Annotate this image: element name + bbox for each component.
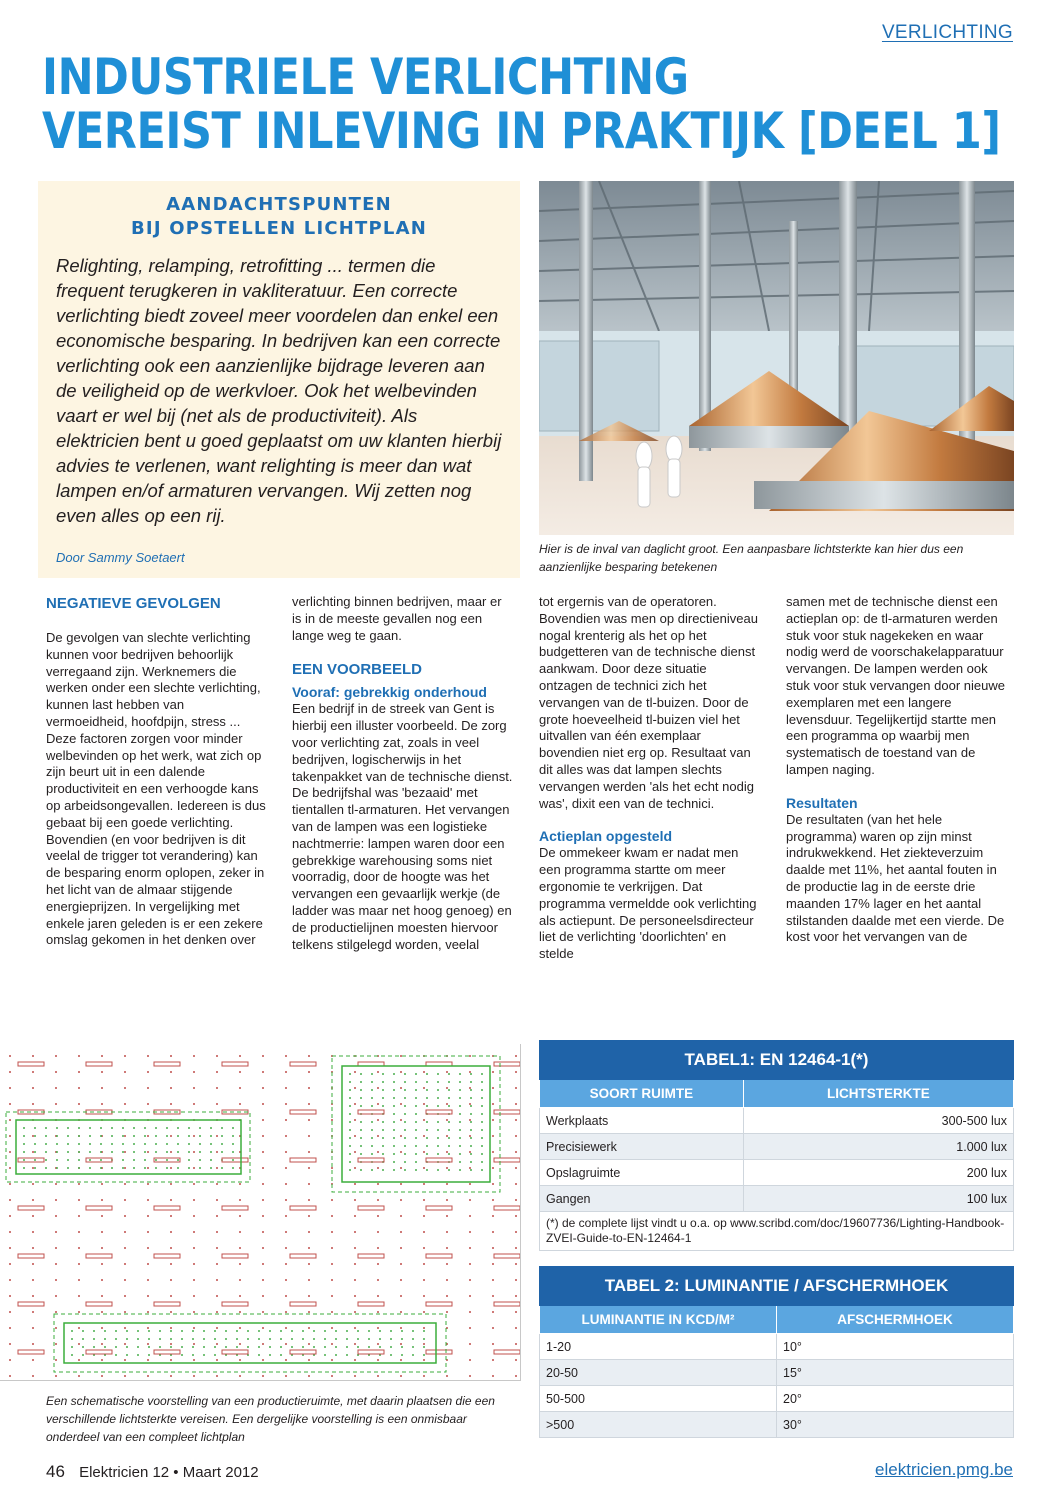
table-row [540,1334,1014,1360]
column-2 [292,594,514,953]
brewery-hall-photo [539,181,1014,535]
table-cell: 20-50 [540,1360,777,1386]
footer-url-link[interactable]: elektricien.pmg.be [875,1460,1013,1479]
table-cell: 300-500 lux [743,1108,1013,1134]
title-line-1: INDUSTRIELE VERLICHTING [42,48,689,106]
table-row [540,1186,1014,1212]
col2-text-top: verlichting binnen bedrijven, maar er is in de meeste gevallen nog een lange weg te gaan. [292,594,502,643]
lighting-plan-diagram [0,1044,521,1381]
footer-issue [46,1462,259,1482]
photo-caption: Hier is de inval van daglicht groot. Een aanpasbare lichtsterkte kan hier dus een aanzienlijke besparing betekenen [539,542,964,574]
table-row [540,1386,1014,1412]
table-cell: Precisiewerk [540,1134,744,1160]
title-line-2: VEREIST INLEVING IN PRAKTIJK [DEEL 1] [42,102,1001,160]
page-number: 46 [46,1462,65,1481]
plan-caption: Een schematische voorstelling van een productieruimte, met daarin plaatsen die een verschillende lichtsterkte vereisen. Een dergelijke voorstelling is een onmisbaar onderdeel van een compleet lichtplan [46,1394,495,1444]
table-row [540,1412,1014,1438]
col4-text-top: samen met de technische dienst een actieplan op: de tl-armaturen werden stuk voor stuk nagekeken en waar nodig werd de voorschakelapparatuur vervangen. De lampen werden ook stuk voor stuk vervangen door nieuwe exemplaren met een langere levensduur. Tegelijkertijd startte men een programma op waarbij men systematisch de toestand van de lampen naging. [786,594,1005,777]
table-cell: 15° [777,1360,1014,1386]
col4-text: De resultaten (van het hele programma) waren op zijn minst indrukwekkend. Het ziekteverzuim daalde met 11%, het aantal fouten in de productie lag in de eerste drie maanden 17% lager en het aantal stilstanden daalde met een vierde. De kost voor het vervangen van de [786,811,1005,945]
heading-een-voorbeeld: EEN VOORBEELD [292,661,423,679]
table-cell: Opslagruimte [540,1160,744,1186]
col2-text: Een bedrijf in de streek van Gent is hierbij een illuster voorbeeld. De zorg voor verlichting zat, zoals in veel bedrijven, logischerwijs in het takenpakket van de technische dienst. De bedrijfshal was 'bezaaid' met tientallen tl-armaturen. Het vervangen van de lampen was een logistieke nachtmerrie: lampen waren door een gebrekkige warehousing soms niet voorradig, door de hoogte was het vervangen een gevaarlijk werkje (de ladder was maar net hoog genoeg) en de productielijnen moesten hiervoor telkens stilgelegd worden, veelal [292,701,513,952]
heading-negatieve-gevolgen: NEGATIEVE GEVOLGEN [46,595,221,612]
table-cell: 30° [777,1412,1014,1438]
byline: Door Sammy Soetaert [56,550,185,565]
subheading-actieplan: Actieplan opgesteld [539,828,673,845]
table-2-header-lum: LUMINANTIE IN KCD/M² [540,1306,777,1334]
col3-text-top: tot ergernis van de operatoren. Bovendien was men op directieniveau nogal krenterig als het op het budgetteren van de technische dienst aankwam. Door deze situatie ontzagen de technici zich het vervangen van de tl-buizen. Door de grote hoeveelheid tl-buizen viel het uitvallen van één exemplaar bovendien niet erg op. Resultaat van dit alles was dat lampen slechts vervangen werden 'als het echt nodig was', dixit een van de technici. [539,594,758,811]
table-1 [539,1040,1014,1251]
table-cell: 1.000 lux [743,1134,1013,1160]
table-row [540,1160,1014,1186]
intro-title-line-1: AANDACHTSPUNTEN [166,194,392,215]
column-4 [786,594,1008,946]
intro-title [56,193,502,241]
issue-info: Elektricien 12 • Maart 2012 [79,1464,259,1481]
table-cell: 1-20 [540,1334,777,1360]
table-1-header-space: SOORT RUIMTE [540,1080,744,1108]
section-tag[interactable]: VERLICHTING [881,22,1013,43]
page-title [42,48,1001,160]
table-row [540,1360,1014,1386]
table-1-header-light: LICHTSTERKTE [743,1080,1013,1108]
subheading-vooraf: Vooraf: gebrekkig onderhoud [292,684,487,701]
table-cell: 100 lux [743,1186,1013,1212]
column-1 [46,594,268,949]
table-2-title: TABEL 2: LUMINANTIE / AFSCHERMHOEK [540,1267,1014,1306]
table-cell: 10° [777,1334,1014,1360]
col3-text: De ommekeer kwam er nadat men een programma startte om meer ergonomie te verkrijgen. Dat programma vermeldde ook verlichting als actiepunt. De personeelsdirecteur liet de verlichting 'doorlichten' en stelde [539,845,757,962]
table-cell: Werkplaats [540,1108,744,1134]
column-3 [539,594,761,963]
table-cell: 20° [777,1386,1014,1412]
table-cell: 50-500 [540,1386,777,1412]
table-2 [539,1266,1014,1438]
intro-title-line-2: BIJ OPSTELLEN LICHTPLAN [131,218,427,239]
table-row [540,1134,1014,1160]
intro-box [38,181,520,578]
table-cell: >500 [540,1412,777,1438]
table-cell: 200 lux [743,1160,1013,1186]
col1-text: De gevolgen van slechte verlichting kunnen voor bedrijven behoorlijk verregaand zijn. Werknemers die werken onder een slechte verlichting, kunnen last hebben van vermoeidheid, hoofdpijn, stress ... Deze factoren zorgen voor minder welbevinden op het werk, wat zich op zijn beurt uit in een dalende productiviteit en een verhoogde kans op arbeidsongevallen. Iedereen is dus gebaat bij een goede verlichting. Bovendien (en voor bedrijven is dit veelal de trigger tot verandering) kan de besparing enorm oplopen, zeker in het licht van de almaar stijgende energieprijzen. In vergelijking met enkele jaren geleden is er een zekere omslag gekomen in het denken over [46,630,266,948]
subheading-resultaten: Resultaten [786,794,858,811]
table-1-title: TABEL1: EN 12464-1(*) [540,1041,1014,1080]
table-cell: Gangen [540,1186,744,1212]
table-2-header-angle: AFSCHERMHOEK [777,1306,1014,1334]
table-row [540,1108,1014,1134]
intro-text: Relighting, relamping, retrofitting ... termen die frequent terugkeren in vakliteratuur. Een correcte verlichting biedt zoveel meer voordelen dan enkel een economische besparing. In bedrijven kan een correcte verlichting ook een aanzienlijke bijdrage leveren aan de veiligheid op de werkvloer. Ook het welbevinden vaart er wel bij (net als de productiviteit). Als elektricien bent u goed geplaatst om uw klanten hierbij advies te verlenen, want relighting is meer dan wat lampen en/of armaturen vervangen. Wij zetten nog even alles op een rij. [56,255,502,526]
table-1-note: (*) de complete lijst vindt u o.a. op www.scribd.com/doc/19607736/Lighting-Handbook-ZVEI-Guide-to-EN-12464-1 [540,1212,1014,1251]
